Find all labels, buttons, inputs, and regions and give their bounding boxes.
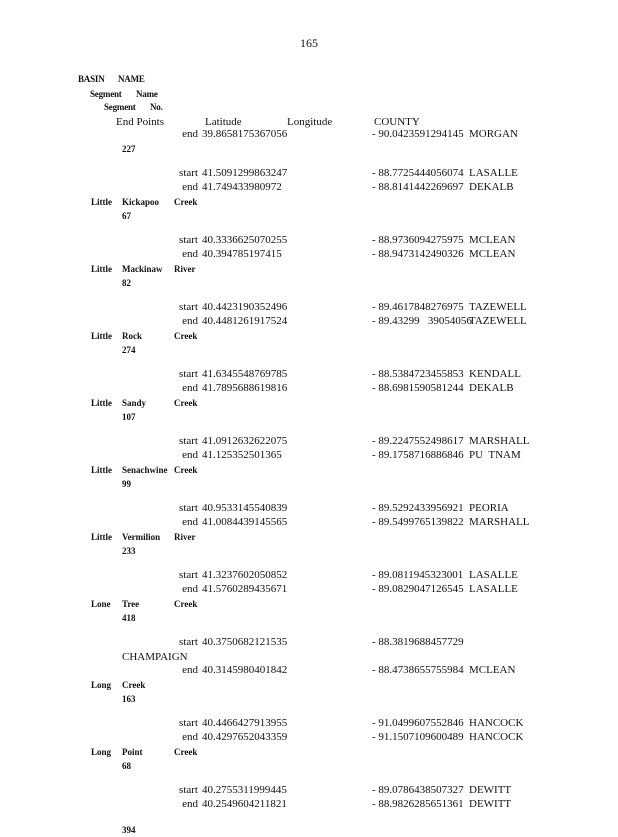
endpoint-label: end [182,248,198,260]
basin-name-word: Rock [122,331,142,341]
endpoint-row [0,636,618,650]
basin-name-row [0,463,618,477]
latitude-value: 41.5091299863247 [202,167,288,179]
segment-number: 418 [122,613,136,623]
county-value: HANCOCK [469,731,524,743]
longitude-value: - 89.5292433956921 [372,502,464,514]
basin-name-word: Creek [122,680,146,690]
endpoint-row [0,234,618,248]
column-county: COUNTY [374,116,420,128]
longitude-value: - 89.2247552498617 [372,435,464,447]
header-segment-number-label: Segment [104,102,136,112]
row-spacer [0,424,618,435]
segment-number: 227 [122,144,136,154]
row-spacer [0,558,618,569]
latitude-value: 40.2549604211821 [202,798,287,810]
basin-name-word: Little [91,398,112,408]
longitude-value: - 88.9473142490326 [372,248,464,260]
county-value: MCLEAN [469,248,516,260]
latitude-value: 40.4481261917524 [202,315,288,327]
latitude-value: 41.6345548769785 [202,368,288,380]
county-value: MCLEAN [469,234,516,246]
basin-name-word: Creek [174,398,198,408]
county-value: LASALLE [469,569,518,581]
endpoint-label: end [182,664,198,676]
row-spacer [0,357,618,368]
basin-name-word: Tree [122,599,140,609]
latitude-value: 40.3336625070255 [202,234,288,246]
latitude-value: 40.3145980401842 [202,664,288,676]
endpoint-label: start [179,301,198,313]
longitude-value: - 88.6981590581244 [372,382,464,394]
longitude-value: - 89.0786438507327 [372,784,464,796]
page-number: 165 [300,36,318,50]
county-value: LASALLE [469,167,518,179]
segment-number: 82 [122,278,131,288]
longitude-value: - 89.4617848276975 [372,301,464,313]
basin-name-word: Little [91,197,112,207]
county-value-wrapped: CHAMPAIGN [122,651,188,663]
county-value: PEORIA [469,502,509,514]
longitude-value: - 88.5384723455853 [372,368,464,380]
endpoint-label: end [182,583,198,595]
endpoint-label: start [179,167,198,179]
basin-name-row [0,195,618,209]
basin-name-word: Little [91,264,112,274]
county-value: MORGAN [469,128,518,140]
endpoint-row [0,181,618,195]
latitude-value: 40.9533145540839 [202,502,288,514]
longitude-value: - 89.0811945323001 [372,569,464,581]
endpoint-label: end [182,181,198,193]
basin-name-row [0,597,618,611]
endpoint-label: start [179,435,198,447]
basin-name-word: Creek [174,747,198,757]
endpoint-row [0,583,618,597]
endpoint-label: end [182,382,198,394]
endpoint-row [0,449,618,463]
longitude-value: - 88.4738655755984 [372,664,464,676]
header-segment-name: Name [136,89,158,99]
segment-number: 99 [122,479,131,489]
longitude-value: - 89.1758716886846 [372,449,464,461]
endpoint-label: start [179,502,198,514]
endpoint-row [0,516,618,530]
endpoint-label: start [179,784,198,796]
latitude-value: 40.3750682121535 [202,636,288,648]
endpoint-row [0,569,618,583]
basin-name-word: Little [91,331,112,341]
endpoint-label: end [182,731,198,743]
endpoint-row [0,167,618,181]
column-longitude: Longitude [287,116,333,128]
row-spacer [0,290,618,301]
county-value: KENDALL [469,368,521,380]
row-spacer [0,625,618,636]
basin-name-word: Creek [174,465,198,475]
latitude-value: 41.0912632622075 [202,435,288,447]
county-value: LASALLE [469,583,518,595]
row-spacer [0,156,618,167]
longitude-value: - 91.0499607552846 [372,717,464,729]
basin-name-row [0,329,618,343]
endpoint-row [0,798,618,812]
endpoint-row [0,382,618,396]
basin-name-word: Senachwine [122,465,168,475]
data-table [0,128,618,837]
endpoint-row [0,128,618,142]
longitude-value: - 91.1507109600489 [372,731,464,743]
endpoint-label: end [182,449,198,461]
header-segment: Segment [90,89,122,99]
header-name: NAME [118,74,145,84]
latitude-value: 41.125352501365 [202,449,282,461]
header-no: No. [150,102,163,112]
endpoint-row [0,717,618,731]
segment-number: 163 [122,694,136,704]
county-value: MARSHALL [469,516,530,528]
basin-name-row [0,530,618,544]
basin-name-word: Vermilion [122,532,161,542]
row-spacer [0,773,618,784]
latitude-value: 41.749433980972 [202,181,282,193]
county-value: TAZEWELL [469,315,527,327]
basin-name-word: Little [91,532,112,542]
endpoint-label: end [182,128,198,140]
endpoint-row [0,301,618,315]
endpoint-row [0,368,618,382]
endpoint-label: start [179,717,198,729]
longitude-value: - 88.7725444056074 [372,167,464,179]
endpoint-label: end [182,516,198,528]
longitude-value: - 88.9736094275975 [372,234,464,246]
basin-name-row [0,678,618,692]
basin-name-word: Creek [174,599,198,609]
segment-number: 274 [122,345,136,355]
county-value: MCLEAN [469,664,516,676]
latitude-value: 41.5760289435671 [202,583,288,595]
longitude-value: - 89.43299 39054056 [372,315,472,327]
endpoint-label: start [179,569,198,581]
county-value: MARSHALL [469,435,530,447]
latitude-value: 40.2755311999445 [202,784,287,796]
endpoint-row [0,315,618,329]
basin-name-word: Creek [174,197,198,207]
county-value: DEKALB [469,382,514,394]
endpoint-row [0,435,618,449]
latitude-value: 41.3237602050852 [202,569,288,581]
county-value: PU TNAM [469,449,521,461]
basin-name-word: Lone [91,599,111,609]
row-spacer [0,706,618,717]
longitude-value: - 90.0423591294145 [372,128,464,140]
county-value: TAZEWELL [469,301,527,313]
latitude-value: 41.0084439145565 [202,516,288,528]
basin-name-word: Kickapoo [122,197,160,207]
endpoint-row [0,664,618,678]
row-spacer [0,491,618,502]
column-end-points: End Points [116,116,164,128]
basin-name-word: Long [91,680,112,690]
longitude-value: - 89.5499765139822 [372,516,464,528]
latitude-value: 40.394785197415 [202,248,282,260]
endpoint-label: start [179,636,198,648]
endpoint-row [0,502,618,516]
longitude-value: - 88.3819688457729 [372,636,464,648]
latitude-value: 40.4423190352496 [202,301,288,313]
row-spacer [0,223,618,234]
basin-name-word: Point [122,747,143,757]
county-value: DEWITT [469,784,512,796]
county-value: HANCOCK [469,717,524,729]
basin-name-row [0,262,618,276]
basin-name-row [0,745,618,759]
basin-name-word: River [174,264,196,274]
basin-name-row [0,396,618,410]
endpoint-row [0,248,618,262]
basin-name-word: Creek [174,331,198,341]
basin-name-word: River [174,532,196,542]
segment-number: 68 [122,761,131,771]
endpoint-label: start [179,368,198,380]
endpoint-row [0,784,618,798]
segment-number: 394 [122,825,136,835]
endpoint-row [0,731,618,745]
endpoint-label: end [182,798,198,810]
latitude-value: 40.4466427913955 [202,717,288,729]
endpoint-label: end [182,315,198,327]
basin-name-word: Sandy [122,398,147,408]
longitude-value: - 89.0829047126545 [372,583,464,595]
latitude-value: 39.8658175367056 [202,128,288,140]
basin-name-word: Mackinaw [122,264,163,274]
latitude-value: 41.7895688619816 [202,382,288,394]
row-spacer [0,812,618,823]
column-latitude: Latitude [205,116,242,128]
latitude-value: 40.4297652043359 [202,731,288,743]
header-basin: BASIN [78,74,105,84]
county-value: DEKALB [469,181,514,193]
basin-name-word: Little [91,465,112,475]
segment-number: 233 [122,546,136,556]
basin-name-word: Long [91,747,112,757]
endpoint-label: start [179,234,198,246]
segment-number: 67 [122,211,131,221]
segment-number: 107 [122,412,136,422]
longitude-value: - 88.9826285651361 [372,798,464,810]
county-value: DEWITT [469,798,512,810]
longitude-value: - 88.8141442269697 [372,181,464,193]
